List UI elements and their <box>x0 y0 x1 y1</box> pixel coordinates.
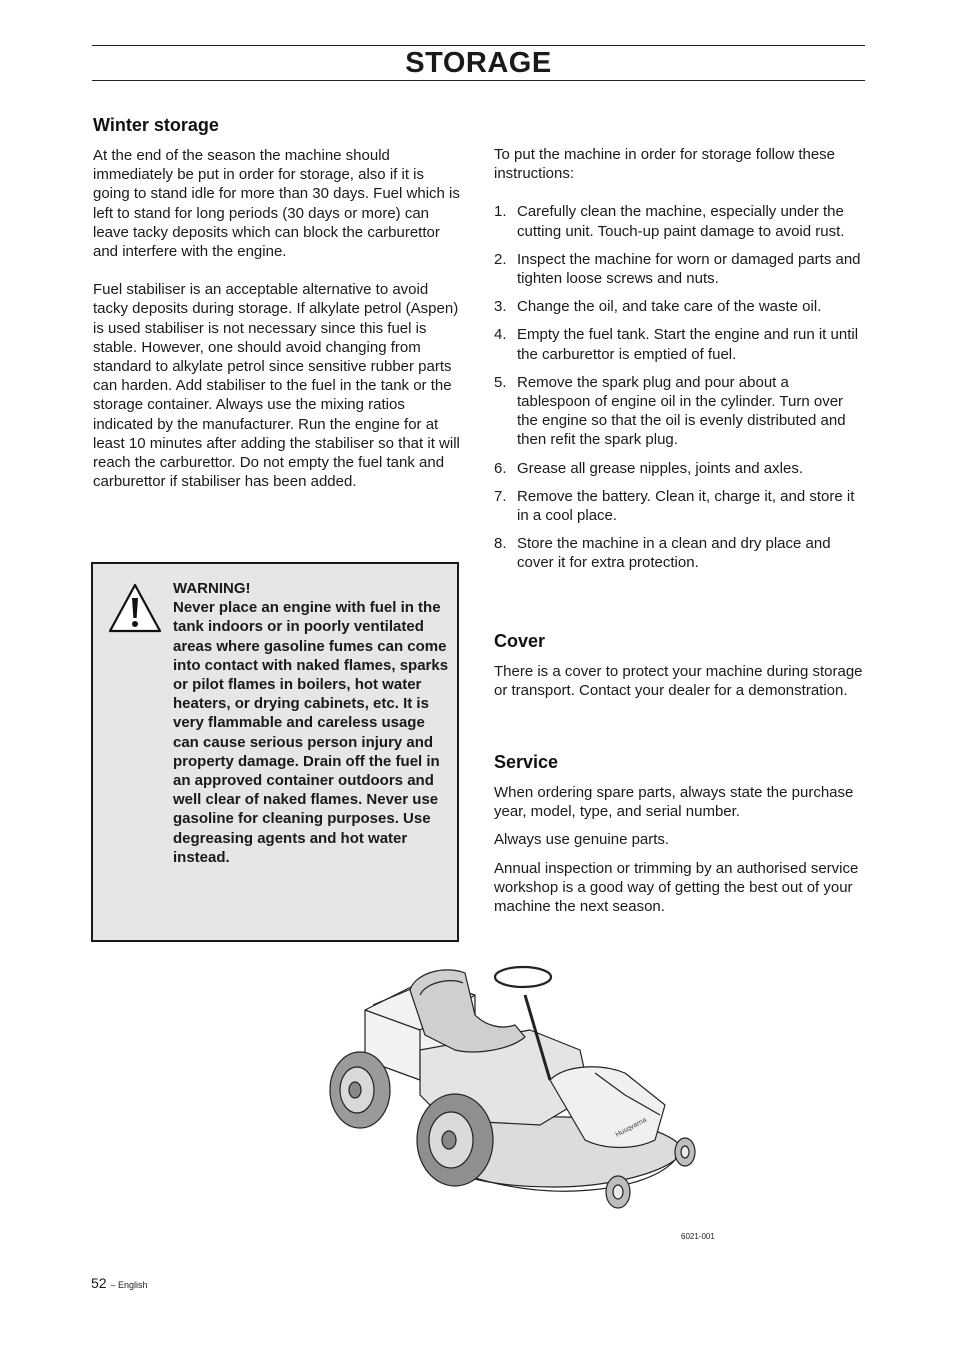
list-item <box>494 534 864 572</box>
step-number: 3. <box>494 298 507 316</box>
step-text: Remove the spark plug and pour about a tablespoon of engine oil in the cylinder. Turn over the engine so that the oil is evenly distributed and then refit the spark plug. <box>517 373 846 449</box>
winter-storage-section <box>93 114 463 491</box>
step-text: Empty the fuel tank. Start the engine and run it until the carburettor is emptied of fuel. <box>517 326 859 363</box>
step-number: 6. <box>494 459 507 477</box>
service-section <box>494 751 864 916</box>
storage-instructions <box>494 145 864 582</box>
header-rule-bottom <box>92 80 865 81</box>
step-text: Inspect the machine for worn or damaged parts and tighten loose screws and nuts. <box>517 250 861 288</box>
list-item <box>494 459 864 478</box>
service-paragraph: Always use genuine parts. <box>494 831 670 849</box>
ride-on-mower-illustration <box>325 955 700 1215</box>
step-text: Remove the battery. Clean it, charge it, and store it in a cool place. <box>517 487 855 525</box>
cover-heading: Cover <box>494 631 546 651</box>
warning-box <box>91 562 459 942</box>
instructions-intro: To put the machine in order for storage follow these instructions: <box>494 146 836 183</box>
step-number: 5. <box>494 373 507 391</box>
step-text: Change the oil, and take care of the waste oil. <box>517 298 822 316</box>
list-item <box>494 202 864 240</box>
step-text: Store the machine in a clean and dry place and cover it for extra protection. <box>517 535 831 572</box>
service-paragraph: Annual inspection or trimming by an authorised service workshop is a good way of getting the best out of your machine the next season. <box>494 859 859 916</box>
warning-title: WARNING! <box>173 580 251 597</box>
warning-text-block <box>173 579 451 867</box>
footer-language: – English <box>110 1280 148 1290</box>
page-footer <box>91 1274 148 1294</box>
list-item <box>494 297 864 316</box>
cover-text: There is a cover to protect your machine during storage or transport. Contact your dealer for a demonstration. <box>494 663 863 700</box>
instructions-list <box>494 202 864 572</box>
list-item <box>494 250 864 288</box>
service-paragraph: When ordering spare parts, always state the purchase year, model, type, and serial number. <box>494 784 854 821</box>
winter-storage-paragraph: At the end of the season the machine should immediately be put in order for storage, also if it is going to stand idle for more than 30 days. Fuel which is left to stand for long periods (30 days or more) can leave tacky deposits which can block the carburettor and interfere with the engine. <box>93 147 460 261</box>
step-number: 7. <box>494 487 507 505</box>
list-item <box>494 487 864 525</box>
step-number: 4. <box>494 326 507 344</box>
step-text: Carefully clean the machine, especially under the cutting unit. Touch-up paint damage to avoid rust. <box>517 203 845 240</box>
list-item <box>494 373 864 450</box>
list-item <box>494 325 864 363</box>
step-number: 2. <box>494 250 507 268</box>
step-number: 8. <box>494 535 507 553</box>
step-number: 1. <box>494 203 507 221</box>
page-number: 52 <box>91 1275 107 1291</box>
winter-storage-paragraph: Fuel stabiliser is an acceptable alternative to avoid tacky deposits during storage. If alkylate petrol (Aspen) is used stabiliser is not necessary since this fuel is stable. However, one should avoid changing from standard to alkylate petrol since sensitive rubber parts can harden. Add stabiliser to the fuel in the tank or the storage container. Always use the mixing ratios indicated by the manufacturer. Run the engine for at least 10 minutes after adding the stabiliser so that it will reach the carburettor. Do not empty the fuel tank and carburettor if stabiliser has been added. <box>93 281 460 491</box>
svg-text:Husqvarna: Husqvarna <box>614 1116 648 1139</box>
warning-triangle-icon <box>108 583 162 633</box>
step-text: Grease all grease nipples, joints and axles. <box>517 459 803 477</box>
service-heading: Service <box>494 752 559 772</box>
warning-body: Never place an engine with fuel in the tank indoors or in poorly ventilated areas where gasoline fumes can come into contact with naked flames, sparks or pilot flames in boilers, hot water heaters, or drying cabinets, etc. It is very flammable and careless usage can cause serious person injury and property damage. Drain off the fuel in an approved container outdoors and well clear of naked flames. Never use gasoline for cleaning purposes. Use degreasing agents and hot water instead. <box>173 599 449 866</box>
figure-code: 6021-001 <box>681 1232 715 1241</box>
winter-storage-heading: Winter storage <box>93 115 219 135</box>
cover-section <box>494 630 864 700</box>
page-title: STORAGE <box>405 47 552 79</box>
